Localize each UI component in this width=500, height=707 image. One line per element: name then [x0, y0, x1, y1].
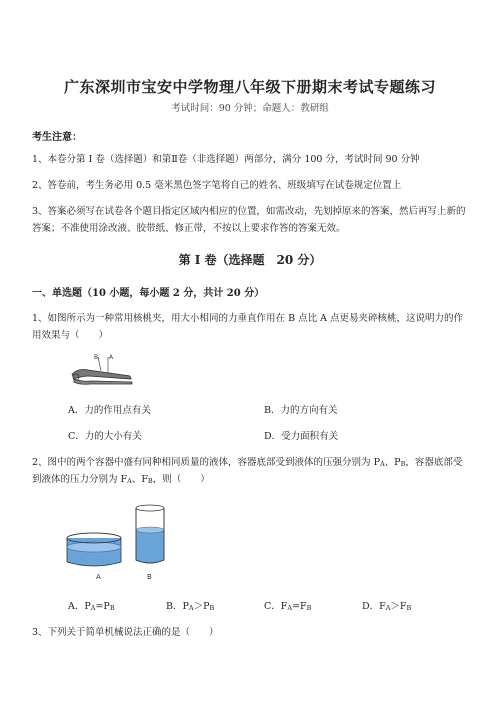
q1-option-d[interactable]: D．受力面积有关 — [264, 431, 339, 442]
q2-option-b[interactable]: B．$P_A>P_B$ — [166, 601, 215, 612]
notice-item-1: 1、本卷分第 I 卷（选择题）和第Ⅱ卷（非选择题）两部分，满分 100 分，考试时间 90 分钟 — [32, 154, 420, 165]
notice-heading: 考生注意： — [32, 132, 82, 143]
notice-item-3: 3、答案必须写在试卷各个题目指定区域内相应的位置，如需改动，先划掉原来的答案，然后再写上新的答案；不准使用涂改液、胶带纸、修正带，不按以上要求作答的答案无效。 — [32, 206, 466, 234]
q2-option-c[interactable]: C．$F_A=F_B$ — [264, 601, 312, 612]
q1-option-b[interactable]: B．力的方向有关 — [264, 405, 338, 416]
q1-option-c[interactable]: C．力的大小有关 — [68, 431, 142, 442]
nutcracker-figure — [68, 352, 140, 392]
question-3-stem: 3、下列关于简单机械说法正确的是（ ） — [32, 627, 219, 638]
question-group-title: 一、单选题（10 小题，每小题 2 分，共计 20 分） — [32, 288, 265, 299]
question-2-stem-line-2: 到液体的压力分别为 $F_A$、$F_B$，则（ ） — [32, 474, 210, 485]
exam-title: 广东深圳市宝安中学物理八年级下册期末考试专题练习 — [63, 78, 436, 96]
q2-option-d[interactable]: D．$F_A>F_B$ — [362, 601, 412, 612]
figure-label-b: B — [94, 354, 99, 361]
container-label-a: A — [96, 573, 101, 581]
exam-subtitle: 考试时间：90 分钟；命题人：教研组 — [171, 103, 329, 114]
q1-option-a[interactable]: A．力的作用点有关 — [68, 405, 151, 416]
question-1-stem: 1、如图所示为一种常用核桃夹，用大小相同的力垂直作用在 B 点比 A 点更易夹碎核桃，这说明力的作用效果与（ ） — [32, 313, 463, 341]
q2-option-a[interactable]: A．$P_A=P_B$ — [68, 601, 115, 612]
question-2-stem-line-1: 2、图中的两个容器中盛有同种相同质量的液体，容器底部受到液体的压强分别为 $P_A$、$P_B$，容器底部受 — [32, 457, 463, 468]
figure-label-a: A — [109, 354, 114, 361]
containers-figure — [64, 500, 176, 584]
container-label-b: B — [147, 573, 152, 581]
notice-item-2: 2、答卷前，考生务必用 0.5 毫米黑色签字笔将自己的姓名、班级填写在试卷规定位置上 — [32, 180, 402, 191]
section-title: 第 I 卷（选择题 20 分） — [178, 253, 322, 267]
